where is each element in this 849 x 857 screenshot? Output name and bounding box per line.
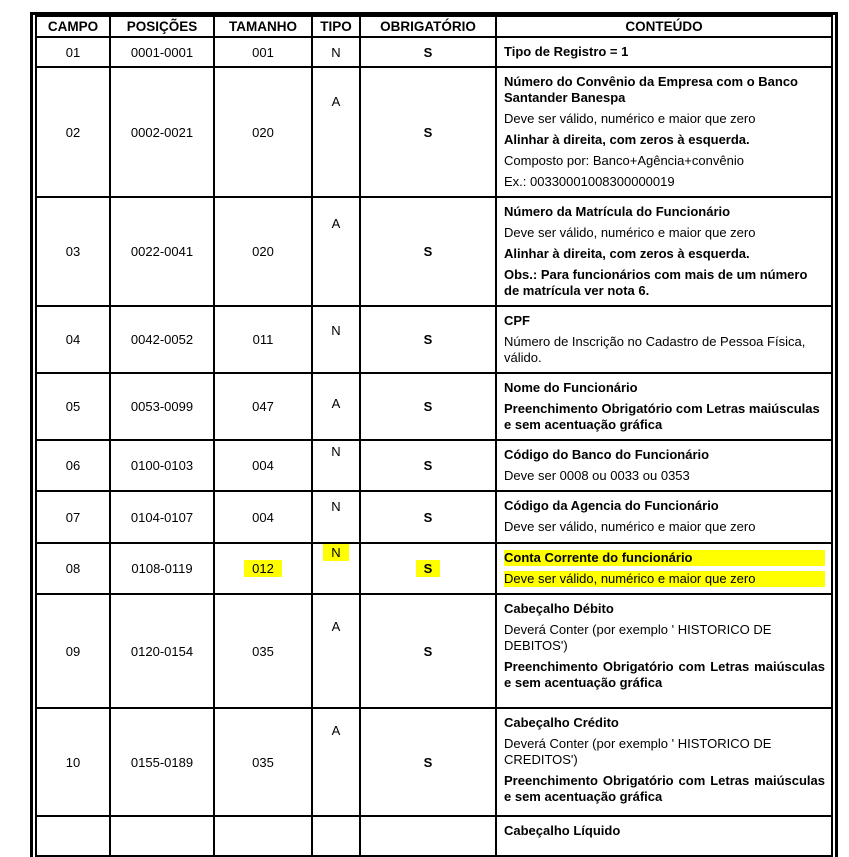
obrigatorio-cell: S [360, 37, 496, 67]
campo-cell: 02 [36, 67, 110, 197]
conteudo-cell [496, 37, 832, 67]
obrigatorio-cell: S [360, 440, 496, 491]
table-row-03 [36, 197, 832, 306]
table-row-05 [36, 373, 832, 440]
table-row-08-highlighted [36, 543, 832, 594]
campo-cell: 01 [36, 37, 110, 67]
header-cell-tamanho: TAMANHO [214, 16, 312, 37]
obrigatorio-cell [360, 543, 496, 594]
header-cell-posicoes: POSIÇÕES [110, 16, 214, 37]
content-line: Deve ser válido, numérico e maior que zero [504, 111, 756, 126]
header-cell-conteudo: CONTEÚDO [496, 16, 832, 37]
obrigatorio-cell: S [360, 373, 496, 440]
tamanho-cell: 035 [214, 594, 312, 708]
tamanho-cell [214, 816, 312, 856]
table-row-10 [36, 708, 832, 816]
conteudo-cell [496, 491, 832, 543]
tipo-cell: A [312, 373, 360, 440]
conteudo-cell [496, 373, 832, 440]
content-line: Deve ser 0008 ou 0033 ou 0353 [504, 468, 690, 483]
table-row-01 [36, 37, 832, 67]
tamanho-cell: 011 [214, 306, 312, 373]
table-row-09 [36, 594, 832, 708]
obrigatorio-cell: S [360, 594, 496, 708]
obrigatorio-cell: S [360, 708, 496, 816]
tamanho-cell [214, 543, 312, 594]
campo-cell: 06 [36, 440, 110, 491]
content-line: Preenchimento Obrigatório com Letras maiúsculas e sem acentuação gráfica [504, 659, 825, 690]
tamanho-cell: 001 [214, 37, 312, 67]
content-line: Preenchimento Obrigatório com Letras maiúsculas e sem acentuação gráfica [504, 401, 820, 432]
posicoes-cell: 0001-0001 [110, 37, 214, 67]
tamanho-cell: 020 [214, 197, 312, 306]
posicoes-cell: 0002-0021 [110, 67, 214, 197]
header-cell-tipo: TIPO [312, 16, 360, 37]
obrigatorio-cell: S [360, 306, 496, 373]
conteudo-cell [496, 594, 832, 708]
campo-cell: 09 [36, 594, 110, 708]
content-line: Deverá Conter (por exemplo ' HISTORICO DE DEBITOS') [504, 622, 772, 653]
campo-cell: 03 [36, 197, 110, 306]
obrigatorio-cell [360, 816, 496, 856]
content-line: Cabeçalho Líquido [504, 823, 621, 838]
content-line: Cabeçalho Débito [504, 601, 614, 616]
tipo-cell: N [312, 491, 360, 543]
table-row-04 [36, 306, 832, 373]
posicoes-cell: 0155-0189 [110, 708, 214, 816]
content-line: Tipo de Registro = 1 [504, 44, 629, 59]
campo-cell: 10 [36, 708, 110, 816]
content-line: Deve ser válido, numérico e maior que zero [504, 519, 756, 534]
tamanho-cell: 047 [214, 373, 312, 440]
tipo-cell: N [312, 440, 360, 491]
conteudo-cell [496, 440, 832, 491]
content-line: Alinhar à direita, com zeros à esquerda. [504, 132, 750, 147]
content-line: Alinhar à direita, com zeros à esquerda. [504, 246, 750, 261]
conteudo-cell [496, 306, 832, 373]
content-line: Número do Convênio da Empresa com o Banco Santander Banespa [504, 74, 798, 105]
content-line: Nome do Funcionário [504, 380, 638, 395]
content-line: Ex.: 00330001008300000019 [504, 174, 675, 189]
posicoes-cell: 0100-0103 [110, 440, 214, 491]
tipo-cell: N [312, 306, 360, 373]
conteudo-cell [496, 708, 832, 816]
content-line-highlighted: Deve ser válido, numérico e maior que zero [504, 571, 825, 587]
tipo-cell: A [312, 197, 360, 306]
content-line: Composto por: Banco+Agência+convênio [504, 153, 744, 168]
conteudo-cell [496, 197, 832, 306]
content-line-highlighted: Conta Corrente do funcionário [504, 550, 825, 566]
header-cell-obrigatorio: OBRIGATÓRIO [360, 16, 496, 37]
tipo-cell: A [312, 708, 360, 816]
content-line: Preenchimento Obrigatório com Letras maiúsculas e sem acentuação gráfica [504, 773, 825, 804]
obrigatorio-cell: S [360, 491, 496, 543]
conteudo-cell [496, 543, 832, 594]
table-header-row [36, 16, 832, 37]
campo-cell: 08 [36, 543, 110, 594]
content-line: CPF [504, 313, 530, 328]
posicoes-cell: 0022-0041 [110, 197, 214, 306]
tipo-cell: A [312, 594, 360, 708]
obrigatorio-cell: S [360, 67, 496, 197]
table-row-02 [36, 67, 832, 197]
posicoes-cell: 0108-0119 [110, 543, 214, 594]
content-line: Obs.: Para funcionários com mais de um número de matrícula ver nota 6. [504, 267, 808, 298]
tipo-cell: N [312, 37, 360, 67]
posicoes-cell: 0053-0099 [110, 373, 214, 440]
content-line: Código da Agencia do Funcionário [504, 498, 719, 513]
table-row-06 [36, 440, 832, 491]
campo-cell: 04 [36, 306, 110, 373]
posicoes-cell: 0042-0052 [110, 306, 214, 373]
tamanho-cell: 035 [214, 708, 312, 816]
tipo-cell [312, 816, 360, 856]
posicoes-cell: 0120-0154 [110, 594, 214, 708]
campo-cell: 07 [36, 491, 110, 543]
record-layout-table [35, 15, 833, 857]
conteudo-cell [496, 816, 832, 856]
content-line: Cabeçalho Crédito [504, 715, 619, 730]
content-line: Deve ser válido, numérico e maior que zero [504, 225, 756, 240]
campo-cell: 05 [36, 373, 110, 440]
highlight-mark: 012 [244, 560, 282, 577]
content-line: Código do Banco do Funcionário [504, 447, 710, 462]
tipo-cell [312, 543, 360, 594]
tamanho-cell: 004 [214, 440, 312, 491]
tamanho-cell: 004 [214, 491, 312, 543]
posicoes-cell: 0104-0107 [110, 491, 214, 543]
content-line: Número de Inscrição no Cadastro de Pessoa Física, válido. [504, 334, 806, 365]
tamanho-cell: 020 [214, 67, 312, 197]
record-layout-table-wrapper [30, 12, 838, 857]
table-row-11-partial [36, 816, 832, 856]
table-row-07 [36, 491, 832, 543]
posicoes-cell [110, 816, 214, 856]
campo-cell [36, 816, 110, 856]
content-line: Número da Matrícula do Funcionário [504, 204, 731, 219]
conteudo-cell [496, 67, 832, 197]
header-cell-campo: CAMPO [36, 16, 110, 37]
highlight-mark: S [416, 560, 441, 577]
highlight-mark: N [323, 544, 348, 561]
obrigatorio-cell: S [360, 197, 496, 306]
content-line: Deverá Conter (por exemplo ' HISTORICO DE CREDITOS') [504, 736, 772, 767]
tipo-cell: A [312, 67, 360, 197]
